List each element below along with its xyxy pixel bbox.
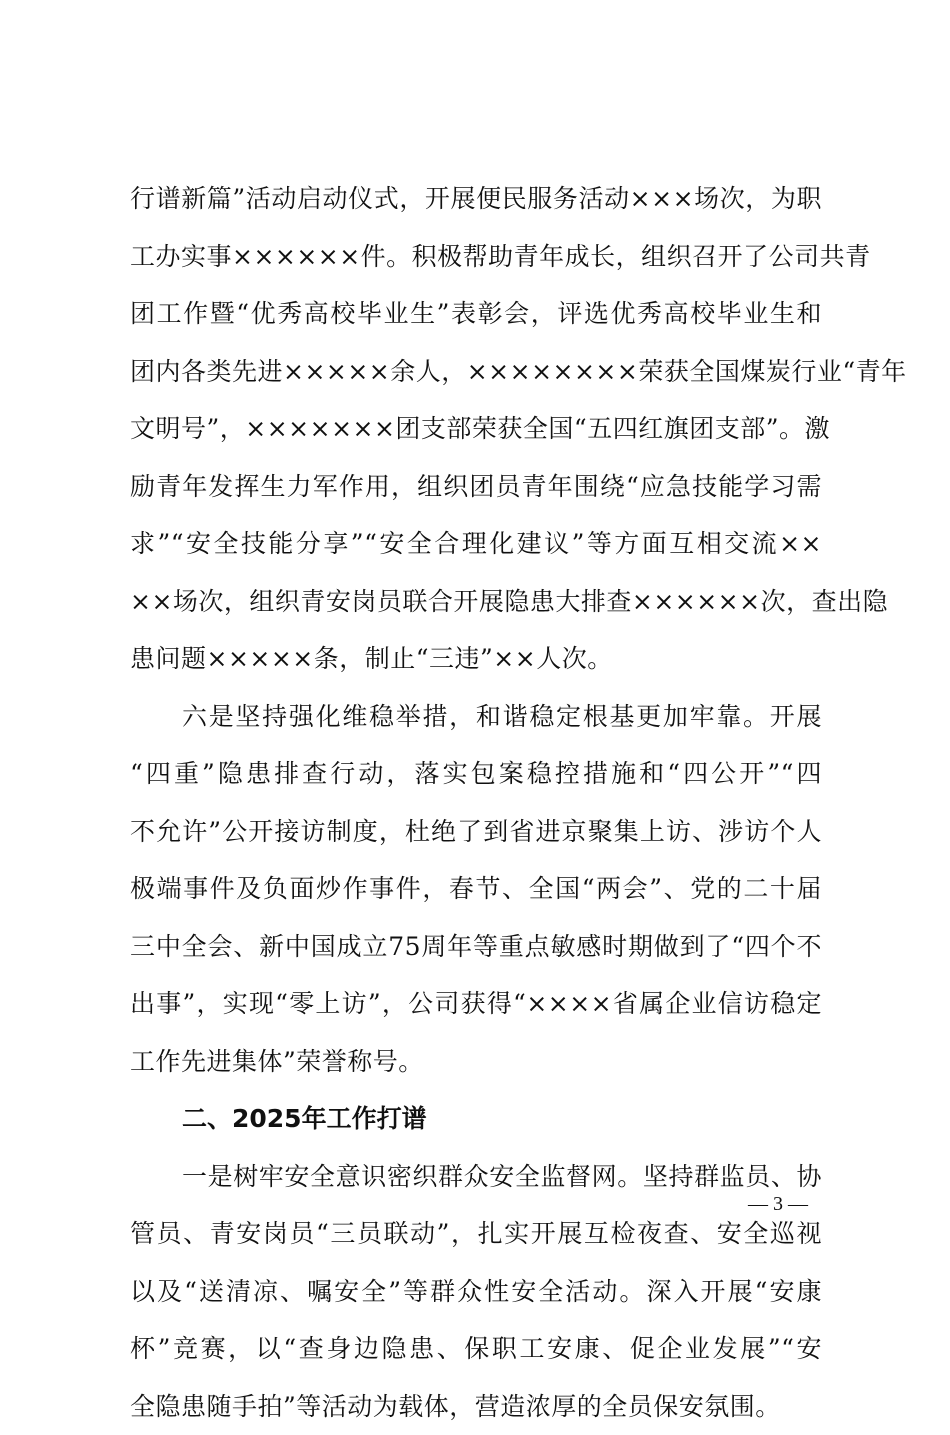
text-line: 求”“安全技能分享”“安全合理化建议”等方面互相交流×× bbox=[130, 515, 822, 573]
text-line: 出事”，实现“零上访”，公司获得“××××省属企业信访稳定 bbox=[130, 975, 822, 1033]
paragraph-1 bbox=[130, 170, 822, 688]
text-line: 励青年发挥生力军作用，组织团员青年围绕“应急技能学习需 bbox=[130, 458, 822, 516]
text-line: 全隐患随手拍”等活动为载体，营造浓厚的全员保安氛围。 bbox=[130, 1378, 822, 1435]
text-line: 文明号”，×××××××团支部荣获全国“五四红旗团支部”。激 bbox=[130, 400, 822, 458]
text-line: 一是树牢安全意识密织群众安全监督网。坚持群监员、协 bbox=[130, 1148, 822, 1206]
text-line: ××场次，组织青安岗员联合开展隐患大排查××××××次，查出隐 bbox=[130, 573, 822, 631]
text-line: 工作先进集体”荣誉称号。 bbox=[130, 1033, 822, 1091]
paragraph-3 bbox=[130, 1148, 822, 1435]
page-number: — 3 — bbox=[748, 1190, 828, 1218]
text-line: 不允许”公开接访制度，杜绝了到省进京聚集上访、涉访个人 bbox=[130, 803, 822, 861]
text-line: 管员、青安岗员“三员联动”，扎实开展互检夜查、安全巡视 bbox=[130, 1205, 822, 1263]
paragraph-2 bbox=[130, 688, 822, 1091]
text-line: 工办实事××××××件。积极帮助青年成长，组织召开了公司共青 bbox=[130, 228, 822, 286]
text-line: 六是坚持强化维稳举措，和谐稳定根基更加牢靠。开展 bbox=[130, 688, 822, 746]
text-line: 团工作暨“优秀高校毕业生”表彰会，评选优秀高校毕业生和 bbox=[130, 285, 822, 343]
text-line: 团内各类先进×××××余人，××××××××荣获全国煤炭行业“青年 bbox=[130, 343, 822, 401]
text-line: 患问题×××××条，制止“三违”××人次。 bbox=[130, 630, 822, 688]
text-line: 以及“送清凉、嘱安全”等群众性安全活动。深入开展“安康 bbox=[130, 1263, 822, 1321]
text-line: 杯”竞赛，以“查身边隐患、保职工安康、促企业发展”“安 bbox=[130, 1320, 822, 1378]
document-body bbox=[130, 170, 822, 1435]
text-line: 极端事件及负面炒作事件，春节、全国“两会”、党的二十届 bbox=[130, 860, 822, 918]
text-line: 行谱新篇”活动启动仪式，开展便民服务活动×××场次，为职 bbox=[130, 170, 822, 228]
text-line: 三中全会、新中国成立75周年等重点敏感时期做到了“四个不 bbox=[130, 918, 822, 976]
section-heading: 二、2025年工作打谱 bbox=[130, 1090, 822, 1148]
text-line: “四重”隐患排查行动，落实包案稳控措施和“四公开”“四 bbox=[130, 745, 822, 803]
